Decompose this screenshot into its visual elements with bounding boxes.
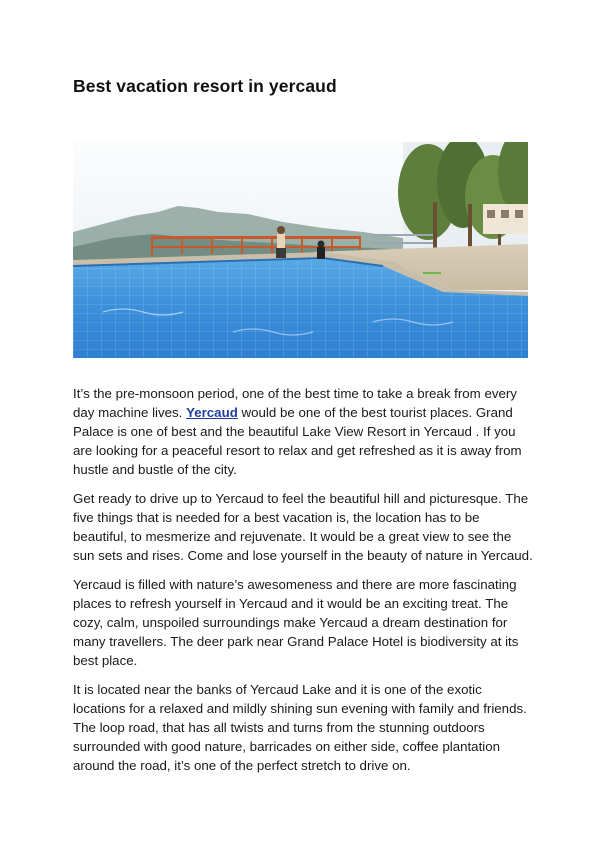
page-title: Best vacation resort in yercaud (73, 76, 337, 96)
paragraph-4: It is located near the banks of Yercaud Lake and it is one of the exotic locations for a relaxed and mildly shining sun evening with family and friends. The loop road, that has all twists and turns from the stunning outdoors surrounded with good nature, barricades on either side, coffee plantation around the road, it’s one of the perfect stretch to drive on. (73, 682, 527, 773)
paragraph-3: Yercaud is filled with nature’s awesomeness and there are more fascinating places to refresh yourself in Yercaud and it would be an exciting treat. The cozy, calm, unspoiled surroundings make Yercaud a dream destination for many travellers. The deer park near Grand Palace Hotel is biodiversity at its best place. (73, 577, 519, 668)
yercaud-link[interactable]: Yercaud (186, 405, 238, 420)
article-body (73, 384, 533, 785)
paragraph-2: Get ready to drive up to Yercaud to feel the beautiful hill and picturesque. The five things that is needed for a best vacation is, the location has to be beautiful, to mesmerize and rejuvenate. It would be a great view to see the sun sets and rises. Come and lose yourself in the beauty of nature in Yercaud. (73, 491, 533, 563)
pool-resort-photo (73, 142, 528, 358)
paragraph-1: It’s the pre-monsoon period, one of the best time to take a break from every day machine lives. Yercaud would be one of the best tourist places. Grand Palace is one of best and the beautiful Lake View Resort in Yercaud . If you are looking for a peaceful resort to relax and get refreshed as it is away from hustle and bustle of the city. (73, 386, 522, 477)
